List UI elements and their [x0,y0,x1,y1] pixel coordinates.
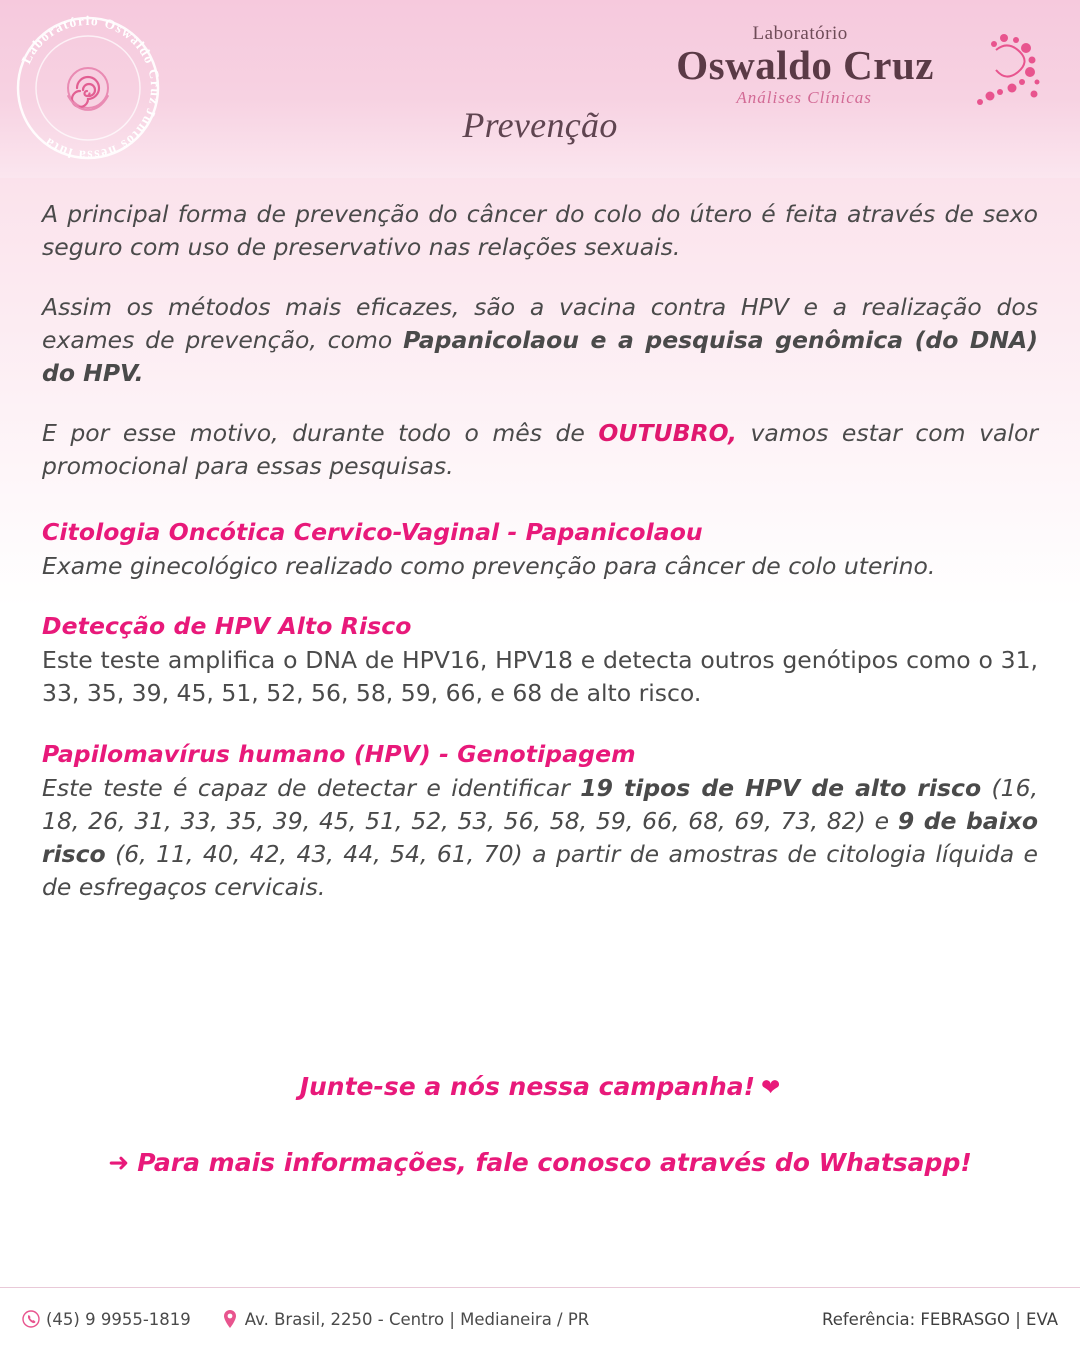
svg-text:Juntos nessa luta: Juntos nessa luta [41,106,160,164]
genotipagem-baixo-risco-count: 9 de baixo risco [42,807,1039,868]
location-pin-icon [221,1309,239,1329]
callout-whatsapp-text: Para mais informações, fale conosco através do Whatsapp! [137,1148,972,1177]
genotipagem-text-e: (6, 11, 40, 42, 43, 44, 54, 61, 70) a partir de amostras de citologia líquida e de esfregaços cervicais. [42,839,1038,901]
brand-tagline: Análises Clínicas [736,88,872,107]
section-genotipagem-text [42,772,1038,904]
section-genotipagem [42,740,1038,904]
intro-paragraph-3 [42,417,1038,484]
footer-reference: Referência: FEBRASGO | EVA [822,1309,1058,1329]
intro-p3a-text: E por esse motivo, durante todo o mês de [42,418,599,447]
footer-address-text: Av. Brasil, 2250 - Centro | Medianeira / PR [244,1309,590,1329]
footer-phone-text: (45) 9 9955-1819 [46,1309,191,1329]
arrow-right-icon: ➜ [108,1148,130,1177]
section-genotipagem-heading: Papilomavírus humano (HPV) - Genotipagem [42,740,636,769]
footer-address [221,1309,589,1329]
intro-p1-text: A principal forma de prevenção do câncer do colo do útero é feita através de sexo seguro com uso de preservativo nas relações sexuais. [42,200,1038,262]
callout-join-campaign [0,1072,1080,1101]
genotipagem-text-c: (16, 18, 26, 31, 33, 35, 39, 45, 51, 52, 53, 56, 58, 59, 66, 68, 69, 73, 82) e [42,774,1039,836]
footer [0,1288,1080,1350]
section-papanicolaou-heading: Citologia Oncótica Cervico-Vaginal - Papanicolaou [42,517,703,546]
brand-lab-label: Laboratório [752,23,848,44]
intro-paragraph-1 [42,198,1038,265]
section-papanicolaou [42,518,1038,583]
section-hpv-alto-risco-heading: Detecção de HPV Alto Risco [42,612,412,641]
intro-paragraph-2 [42,291,1038,391]
genotipagem-alto-risco-count: 19 tipos de HPV de alto risco [580,774,982,803]
intro-p2b-text: Papanicolaou e a pesquisa genômica (do DNA) do HPV. [42,326,1038,388]
heart-icon: ❤ [761,1075,781,1101]
genotipagem-text-a: Este teste é capaz de detectar e identificar [42,774,581,803]
svg-text:Laboratório Oswaldo Cruz: Laboratório Oswaldo Cruz [18,12,164,107]
callout-join-text: Junte-se a nós nessa campanha! [299,1072,756,1101]
section-hpv-alto-risco [42,612,1038,710]
phone-icon [22,1310,40,1328]
intro-p3b-text: vamos estar com valor promocional para essas pesquisas. [42,418,1038,481]
callout-whatsapp[interactable] [0,1148,1080,1177]
section-hpv-alto-risco-text: Este teste amplifica o DNA de HPV16, HPV18 e detecta outros genótipos como o 31, 33, 35, 39, 45, 51, 52, 56, 58, 59, 66, e 68 de alto risco. [42,646,1038,708]
page-title: Prevenção [462,105,618,145]
footer-phone[interactable] [22,1310,191,1329]
outubro-highlight: OUTUBRO, [598,418,737,447]
brand-name: Oswaldo Cruz [676,42,934,88]
section-papanicolaou-text: Exame ginecológico realizado como prevenção para câncer de colo uterino. [42,551,936,580]
main-content [42,198,1038,904]
brand-logo [676,24,1044,106]
intro-p2a-text: Assim os métodos mais eficazes, são a vacina contra HPV e a realização dos exames de prevenção, como [42,292,1038,355]
footer-contact-group [22,1309,589,1329]
